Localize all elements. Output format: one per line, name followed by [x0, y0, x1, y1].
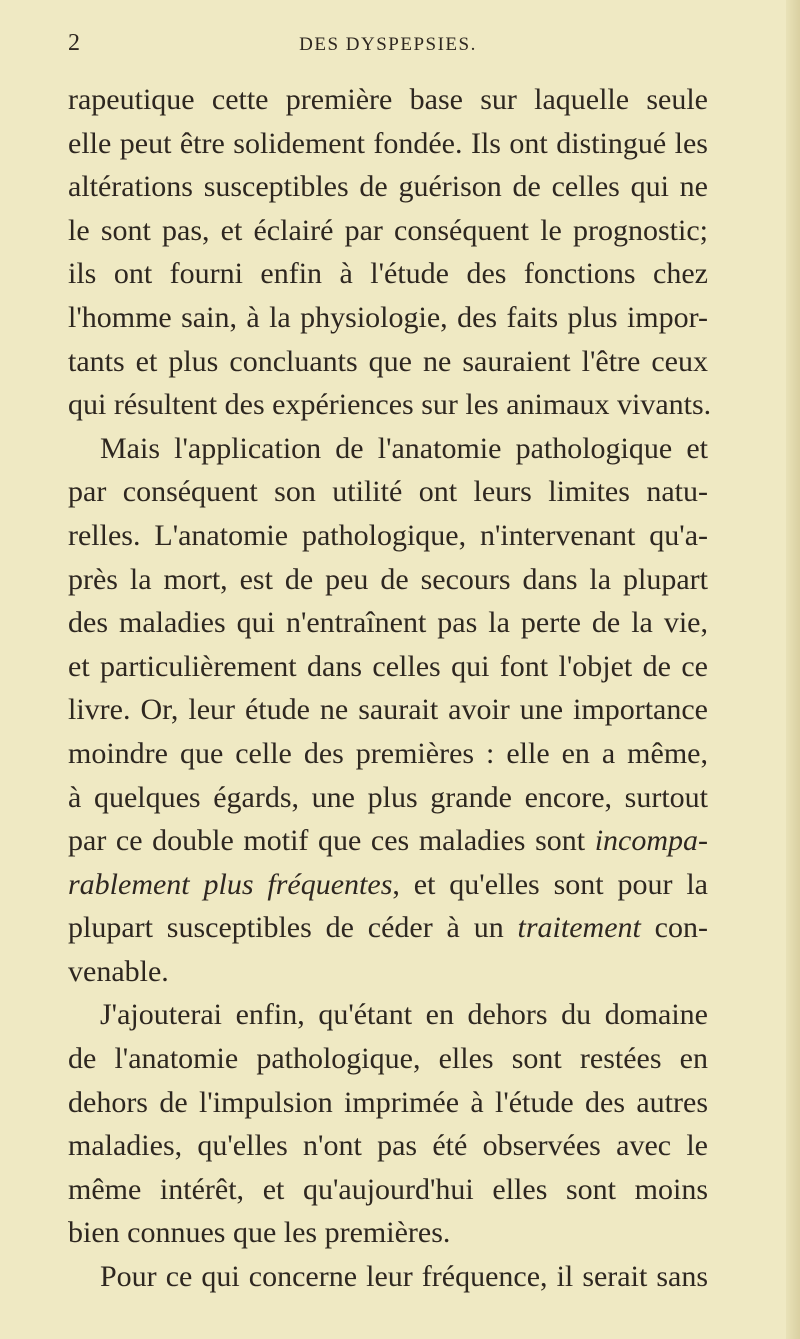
text-segment: plupart susceptibles de céder à un	[68, 911, 518, 945]
text-line	[68, 1081, 708, 1125]
text-segment: dehors de l'impulsion imprimée à l'étude des autres	[68, 1085, 708, 1119]
text-line	[68, 78, 708, 122]
text-line	[68, 688, 708, 732]
text-line	[68, 1168, 708, 1212]
text-line	[68, 296, 708, 340]
text-line	[68, 601, 708, 645]
text-line	[68, 1255, 708, 1299]
text-segment: moindre que celle des premières : elle en a même,	[68, 736, 708, 770]
text-segment: con-	[640, 911, 708, 945]
text-line	[68, 645, 708, 689]
text-segment: relles. L'anatomie pathologique, n'intervenant qu'a-	[68, 518, 708, 552]
text-segment: tants et plus concluants que ne sauraient l'être ceux	[68, 344, 708, 378]
text-segment: ils ont fourni enfin à l'étude des fonctions chez	[68, 257, 708, 291]
text-segment: livre. Or, leur étude ne saurait avoir une importance	[68, 693, 708, 727]
text-line	[68, 1211, 708, 1255]
text-line	[68, 776, 708, 820]
text-line	[68, 558, 708, 602]
text-line	[68, 950, 708, 994]
text-line	[68, 165, 708, 209]
text-segment: Mais l'application de l'anatomie pathologique et	[100, 431, 708, 465]
text-line	[68, 252, 708, 296]
text-segment: par ce double motif que ces maladies sont	[68, 824, 595, 858]
text-segment: J'ajouterai enfin, qu'étant en dehors du domaine	[100, 998, 708, 1032]
text-segment: des maladies qui n'entraînent pas la perte de la vie,	[68, 606, 708, 640]
body-text	[68, 78, 712, 1299]
running-title: DES DYSPEPSIES.	[299, 34, 477, 55]
text-line	[68, 1124, 708, 1168]
text-segment: rapeutique cette première base sur laquelle seule	[68, 83, 708, 116]
text-line	[68, 340, 708, 384]
page-number: 2	[68, 30, 80, 56]
text-line	[68, 732, 708, 776]
text-segment: l'homme sain, à la physiologie, des faits plus impor-	[68, 300, 708, 334]
text-line	[68, 383, 712, 427]
text-segment: venable.	[68, 954, 169, 988]
text-line	[68, 906, 708, 950]
text-line	[68, 122, 708, 166]
text-segment: qui résultent des expériences sur les animaux vivants.	[68, 388, 712, 422]
text-segment: Pour ce qui concerne leur fréquence, il serait sans	[100, 1260, 708, 1294]
text-line	[68, 427, 708, 471]
page-header	[68, 30, 708, 66]
text-line	[68, 993, 708, 1037]
text-line	[68, 863, 708, 907]
text-line	[68, 1037, 708, 1081]
text-segment: de l'anatomie pathologique, elles sont restées en	[68, 1042, 708, 1076]
text-segment: près la mort, est de peu de secours dans la plupart	[68, 562, 708, 596]
text-segment: , et qu'elles sont pour la	[392, 867, 708, 901]
text-line	[68, 209, 708, 253]
text-segment: à quelques égards, une plus grande encore, surtout	[68, 780, 708, 814]
page-edge	[786, 0, 800, 1339]
text-line	[68, 819, 708, 863]
text-segment: bien connues que les premières.	[68, 1216, 451, 1250]
text-line	[68, 470, 708, 514]
text-line	[68, 514, 708, 558]
text-segment: même intérêt, et qu'aujourd'hui elles sont moins	[68, 1172, 708, 1206]
text-segment: maladies, qu'elles n'ont pas été observées avec le	[68, 1129, 708, 1163]
italic-text: rablement plus fréquentes	[68, 867, 393, 901]
text-segment: elle peut être solidement fondée. Ils ont distingué les	[68, 126, 708, 160]
italic-text: traitement	[517, 911, 641, 945]
text-segment: altérations susceptibles de guérison de celles qui ne	[68, 170, 708, 204]
italic-text: incompa-	[594, 824, 708, 858]
text-segment: et particulièrement dans celles qui font l'objet de ce	[68, 649, 708, 683]
text-segment: le sont pas, et éclairé par conséquent le prognostic;	[68, 213, 708, 247]
text-segment: par conséquent son utilité ont leurs limites natu-	[68, 475, 708, 509]
